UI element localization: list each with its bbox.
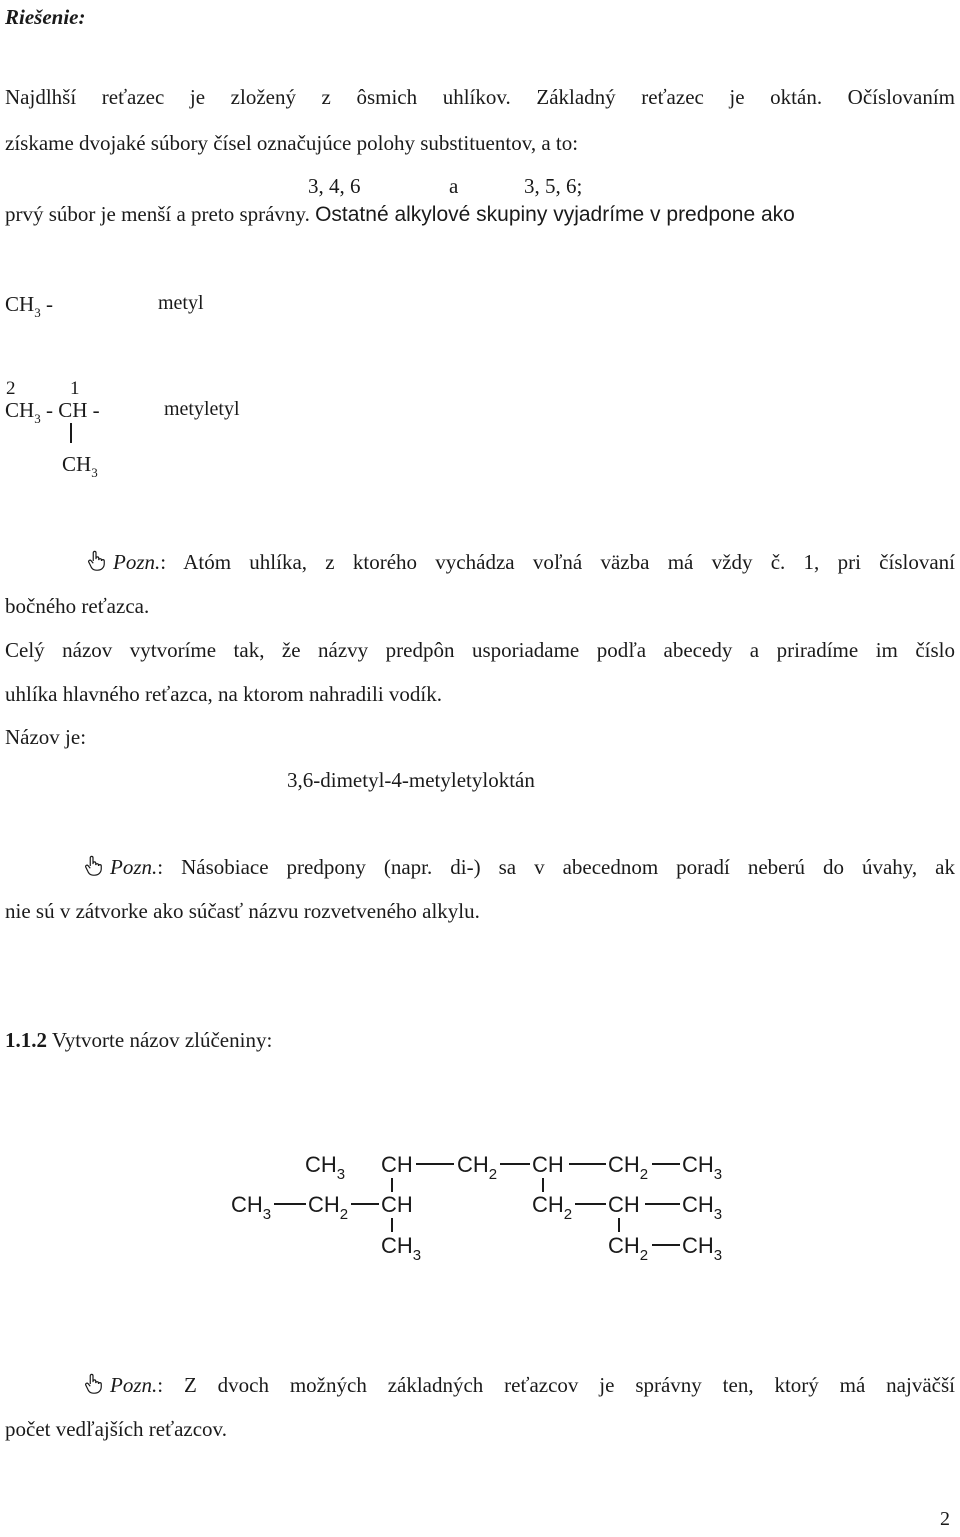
paragraph-2-line-2: uhlíka hlavného reťazca, na ktorom nahradili vodík.	[5, 682, 442, 706]
metyletyl-branch: $CH_3$	[62, 452, 98, 480]
formula-row2-ch3: $CH_3$	[231, 1192, 272, 1223]
pointing-hand-icon	[82, 855, 104, 877]
formula-row1-ch2-b: $CH_2$	[608, 1152, 649, 1183]
formula-row2-ch2: $CH_2$	[308, 1192, 349, 1223]
bond-v	[618, 1218, 620, 1232]
paragraph-1-line-2: získame dvojaké súbory čísel označujúce polohy substituentov, a to:	[5, 131, 579, 155]
metyletyl-name: metyletyl	[164, 398, 240, 420]
carbon-number-1: 1	[70, 378, 80, 399]
formula-row2-ch2-b: $CH_2$	[532, 1192, 573, 1223]
compound-name-result: 3,6-dimetyl-4-metyletyloktán	[287, 768, 535, 792]
formula-row3-ch3-end: $CH_3$	[682, 1233, 723, 1264]
note-1-line-1: Pozn.: Atóm uhlíka, z ktorého vychádza voľná väzba má vždy č. 1, pri číslovaní	[85, 550, 955, 575]
carbon-number-2: 2	[6, 378, 16, 399]
paragraph-2-line-3: Názov je:	[5, 725, 87, 749]
metyl-formula: $CH_3$ -	[5, 292, 53, 320]
paragraph-1-line-3: prvý súbor je menší a preto správny. Ostatné alkylové skupiny vyjadríme v predpone ako	[5, 202, 795, 226]
formula-row1-ch3-end: $CH_3$	[682, 1152, 723, 1183]
note-3-line-2: počet vedľajších reťazcov.	[5, 1417, 227, 1441]
formula-row2-ch3-end: $CH_3$	[682, 1192, 723, 1223]
bond-h	[569, 1163, 606, 1165]
bond-h	[652, 1163, 680, 1165]
bond-h	[274, 1203, 306, 1205]
note-3-line-1: Pozn.: Z dvoch možných základných reťazcov je správny ten, ktorý má najväčší	[82, 1373, 955, 1398]
bond-h	[416, 1163, 454, 1165]
note-2-line-2: nie sú v zátvorke ako súčasť názvu rozvetveného alkylu.	[5, 899, 480, 923]
locant-set-1: 3, 4, 6	[308, 174, 361, 198]
metyletyl-formula: $CH_3$ - CH -	[5, 398, 100, 426]
locant-conjunction: a	[449, 174, 459, 198]
note-1-line-2: bočného reťazca.	[5, 594, 150, 618]
locant-set-2: 3, 5, 6;	[524, 174, 583, 198]
metyl-name: metyl	[158, 292, 204, 314]
bond-h	[575, 1203, 606, 1205]
formula-row1-ch-2: CH	[532, 1152, 564, 1177]
formula-row2-ch: CH	[381, 1192, 413, 1217]
section-heading: Riešenie:	[5, 5, 86, 29]
paragraph-1-line-1: Najdlhší reťazec je zložený z ôsmich uhlíkov. Základný reťazec je oktán. Očíslovaním	[5, 85, 955, 109]
page-number: 2	[940, 1508, 950, 1530]
bond-h	[351, 1203, 379, 1205]
formula-row2-ch-b: CH	[608, 1192, 640, 1217]
paragraph-2-line-1: Celý názov vytvoríme tak, že názvy predpôn usporiadame podľa abecedy a priradíme im číslo	[5, 638, 955, 662]
bond-h	[500, 1163, 530, 1165]
formula-row1-ch3: $CH_3$	[305, 1152, 346, 1183]
formula-row1-ch: CH	[381, 1152, 413, 1177]
bond-h	[652, 1244, 680, 1246]
task-heading: 1.1.2 Vytvorte názov zlúčeniny:	[5, 1028, 273, 1052]
bond-h	[645, 1203, 680, 1205]
metyletyl-vertical-bond	[70, 423, 72, 443]
bond-v	[391, 1218, 393, 1232]
formula-row1-ch2-a: $CH_2$	[457, 1152, 498, 1183]
formula-row3-ch3: $CH_3$	[381, 1233, 422, 1264]
pointing-hand-icon	[85, 550, 107, 572]
bond-v	[542, 1178, 544, 1192]
pointing-hand-icon	[82, 1373, 104, 1395]
bond-v	[391, 1178, 393, 1192]
formula-row3-ch2: $CH_2$	[608, 1233, 649, 1264]
note-2-line-1: Pozn.: Násobiace predpony (napr. di-) sa v abecednom poradí neberú do úvahy, ak	[82, 855, 955, 880]
